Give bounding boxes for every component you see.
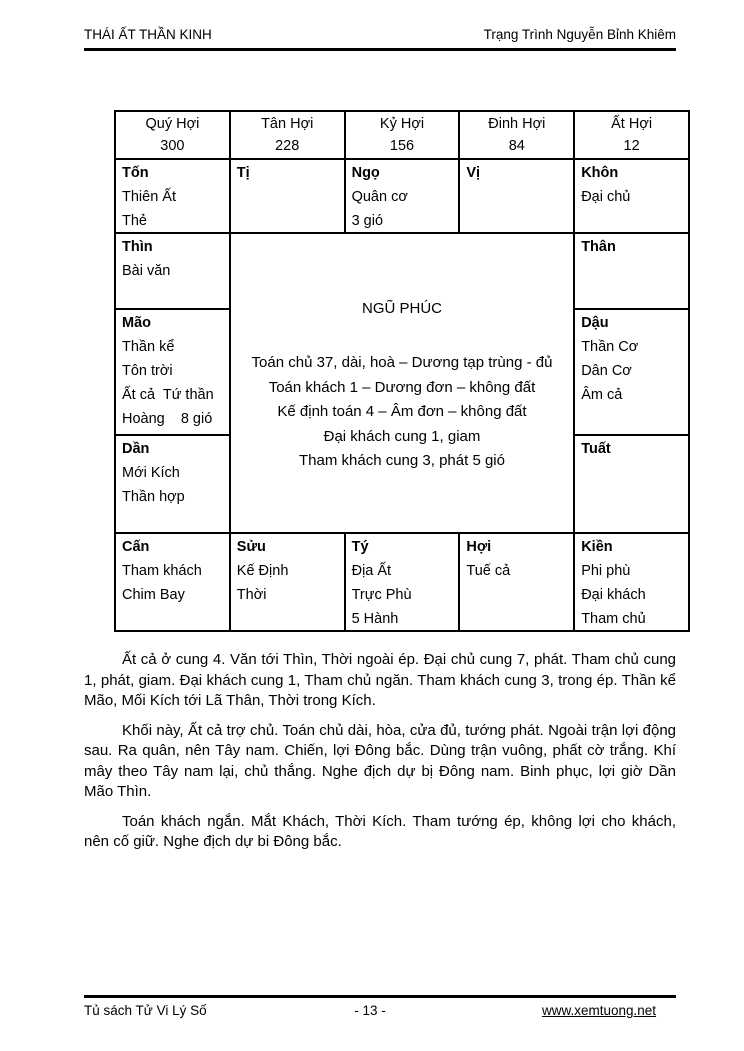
palace-name: Cấn: [122, 539, 150, 555]
palace-cell-mao: [116, 310, 229, 434]
palace-cell-dau: [575, 310, 688, 434]
body-paragraph-2: Khối này, Ất cả trợ chủ. Toán chủ dài, hòa, cửa đủ, tướng phát. Ngoài trận lợi động sau. Ra quân, nên Tây nam. Chiến, lợi Đông bắc. Dùng trận vuông, phất cờ trắng. Khí mây theo Tây nam lại, chủ thắng. Nghe địch dự bị Đông nam. Binh phục, lợi giờ Dần Mão Thìn.: [84, 721, 676, 800]
year-label: Ất Hợi: [611, 116, 653, 132]
palace-lines: [352, 185, 453, 232]
cell-text-line: Hoàng 8 gió: [122, 411, 213, 427]
body-paragraph-1: Ất cả ở cung 4. Văn tới Thìn, Thời ngoài ép. Đại chủ cung 7, phát. Tham chủ cung 1, phát, giam. Đại khách cung 1, Tham chủ ngăn. Tham khách cung 3, trong ép. Thần kể Mão, Mối Kích tới Lã Thân, Thời trong Kích.: [84, 651, 676, 709]
palace-lines: [581, 335, 682, 407]
palace-cell-suu: [231, 534, 344, 630]
palace-name: Kiền: [581, 539, 613, 555]
cell-text-line: Thiên Ất: [122, 189, 176, 205]
header-title: THÁI ẤT THẦN KINH: [84, 27, 212, 42]
cell-text-line: Âm cả: [581, 387, 623, 403]
palace-cell-ngo: [346, 160, 459, 232]
body-paragraph-3: Toán khách ngắn. Mắt Khách, Thời Kích. Tham tướng ép, không lợi cho khách, nên cố giữ. Nghe địch dự bi Đông bắc.: [84, 812, 676, 850]
cell-text-line: Tuế cả: [466, 563, 511, 579]
year-label: Kỷ Hợi: [379, 116, 425, 132]
palace-cell-thin: [116, 234, 229, 308]
palace-name: Khôn: [581, 165, 619, 181]
body-text: [84, 650, 676, 862]
palace-cell-ton: [116, 160, 229, 232]
palace-name: Mão: [122, 315, 151, 331]
palace-cell-tuat: [575, 436, 688, 532]
year-value: 84: [508, 138, 525, 154]
palace-lines: [581, 185, 682, 209]
palace-cell-ti: [231, 160, 344, 232]
cell-text-line: Ất cả Tứ thần: [122, 387, 214, 403]
cell-text-line: Trực Phù: [351, 587, 412, 603]
year-cell-tan-hoi: [231, 112, 344, 158]
footer-website-link[interactable]: www.xemtuong.net: [541, 1003, 657, 1018]
page-header: [84, 27, 676, 51]
cell-text-line: Tham chủ: [581, 611, 646, 627]
cell-text-line: 3 gió: [351, 213, 384, 229]
footer-website-wrap: [465, 1003, 676, 1018]
palace-lines: [122, 185, 223, 232]
center-title: NGŨ PHÚC: [361, 300, 442, 317]
year-value: 156: [389, 138, 415, 154]
footer-page-number: - 13 -: [354, 1003, 386, 1018]
palace-lines: [122, 559, 223, 607]
cell-text-line: Dân Cơ: [581, 363, 632, 379]
palace-cell-than: [575, 234, 688, 308]
cell-text-line: Tham khách: [122, 563, 202, 579]
cell-text-line: Thời: [236, 587, 267, 603]
palace-cell-kien: [575, 534, 688, 630]
footer-series-label: Tủ sách Tử Vi Lý Số: [84, 1003, 207, 1018]
cell-text-line: Kế Định: [236, 563, 289, 579]
palace-name: Thân: [581, 239, 616, 255]
palace-name: Tuất: [581, 441, 611, 457]
year-cell-dinh-hoi: [460, 112, 573, 158]
palace-name: Dậu: [581, 315, 609, 331]
cell-text-line: Tôn trời: [122, 363, 173, 379]
palace-name: Sửu: [236, 539, 266, 555]
thai-at-chart-table: [114, 110, 690, 632]
cell-text-line: Mới Kích: [122, 465, 180, 481]
cell-text-line: Thẻ: [122, 213, 147, 229]
palace-cell-khon: [575, 160, 688, 232]
cell-text-line: Đại chủ: [581, 189, 631, 205]
palace-cell-hoi: [460, 534, 573, 630]
palace-cell-vi: [460, 160, 573, 232]
center-lines: [237, 351, 567, 474]
page-footer: [84, 995, 676, 1018]
year-cell-at-hoi: [575, 112, 688, 158]
palace-name: Tốn: [122, 165, 149, 181]
palace-lines: [122, 461, 223, 509]
year-label: Tân Hợi: [261, 116, 314, 132]
palace-cell-can: [116, 534, 229, 630]
year-label: Quý Hợi: [145, 116, 200, 132]
palace-lines: [352, 559, 453, 630]
cell-text-line: Toán chủ 37, dài, hoà – Dương tạp trùng - đủ: [251, 354, 553, 371]
palace-cell-dan: [116, 436, 229, 532]
cell-text-line: Đại khách: [581, 587, 646, 603]
cell-text-line: Thần hợp: [122, 489, 185, 505]
cell-text-line: Địa Ất: [351, 563, 392, 579]
palace-name: Tý: [351, 539, 369, 555]
palace-lines: [237, 559, 338, 607]
palace-lines: [581, 559, 682, 630]
cell-text-line: 5 Hành: [351, 611, 399, 627]
palace-lines: [122, 259, 223, 283]
year-value: 12: [623, 138, 640, 154]
cell-text-line: Tham khách cung 3, phát 5 gió: [299, 452, 505, 469]
cell-text-line: Phi phù: [581, 563, 631, 579]
year-cell-ky-hoi: [346, 112, 459, 158]
year-value: 300: [160, 138, 185, 154]
palace-name: Thìn: [122, 239, 153, 255]
cell-text-line: Kế định toán 4 – Âm đơn – không đất: [277, 403, 527, 420]
cell-text-line: Bài văn: [122, 263, 171, 279]
palace-name: Ngọ: [351, 165, 380, 181]
cell-text-line: Đại khách cung 1, giam: [323, 427, 481, 445]
year-cell-quy-hoi: [116, 112, 229, 158]
center-cell-ngu-phuc: [231, 234, 573, 532]
cell-text-line: Chim Bay: [122, 587, 185, 603]
palace-cell-ty: [346, 534, 459, 630]
cell-text-line: Quân cơ: [351, 189, 408, 205]
cell-text-line: Thần kể: [122, 339, 175, 355]
palace-lines: [466, 559, 567, 583]
palace-name: Vị: [466, 165, 481, 181]
palace-name: Hợi: [466, 539, 492, 555]
palace-name: Dần: [122, 441, 150, 457]
palace-name: Tị: [236, 165, 250, 181]
header-author: Trạng Trình Nguyễn Bỉnh Khiêm: [483, 27, 676, 42]
cell-text-line: Toán khách 1 – Dương đơn – không đất: [268, 378, 536, 396]
cell-text-line: Thần Cơ: [581, 339, 639, 355]
palace-lines: [122, 335, 223, 431]
year-label: Đinh Hợi: [488, 116, 546, 132]
year-value: 228: [275, 138, 300, 154]
